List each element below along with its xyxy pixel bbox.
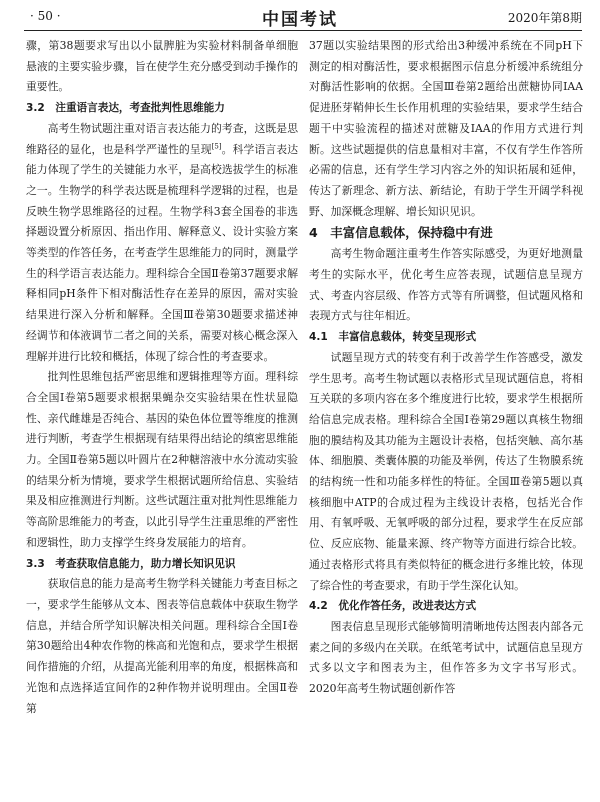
section-heading-4-1: 4.1 丰富信息载体，转变呈现形式 [309,331,477,344]
section-heading-3-3: 3.3 考查获取信息能力，助力增长知识见识 [26,557,236,570]
paragraph: 图表信息呈现形式能够简明清晰地传达图表内部各元素之间的多级内在关联。在纸笔考试中，试题信息呈现方式多以文字和图表为主，但作答多为文字书写形式。2020年高考生物试题创新作答 [309,619,583,696]
issue-label: 2020年第8期 [507,11,582,25]
paragraph: 高考生物试题注重对语言表达能力的考查，这既是思维路径的显化，也是科学严谨性的呈现[5]。科学语言表达能力体现了学生的关键能力水平，是高校选拔学生的标准之一。生物学的科学表达既是梳理科学逻辑的过程，也是反映生物学思维路径的过程。生物学科3套全国卷的非选择题设置分析原因、指出作用、解释意义、设计实验方案等类型的作答任务，在考查学生思维能力的同时，测量学生的科学语言表达能力。理科综合全国Ⅱ卷第37题要求解释相同pH条件下相对酶活性存在差异的原因，需对实验结果进行深入分析和解释。全国Ⅲ卷第30题要求描述神经调节和体液调节二者之间的关系，需要对核心概念深入理解并进行比较和概括，体现了综合性的考查要求。 [26,121,298,363]
header-rule [24,30,582,31]
paragraph: 批判性思维包括严密思维和逻辑推理等方面。理科综合全国Ⅰ卷第5题要求根据果蝇杂交实验结果在性状显隐性、亲代雌雄是否纯合、基因的染色体位置等维度的推测进行判断，考查学生根据现有结果得出结论的缜密思维能力。全国Ⅱ卷第5题以叶圆片在2种糖溶液中水分流动实验的结果分析为情境，要求学生根据试题所给信息、实验结果及相应推测进行判断。这些试题注重对批判性思维能力等高阶思维能力的考查，以此引导学生注重思维的严密性和逻辑性，助力支撑学生终身发展能力的培育。 [26,370,298,549]
paragraph: 高考生物命题注重考生作答实际感受，为更好地测量考生的实际水平，优化考生应答表现，试题信息呈现方式、考查内容层级、作答方式等有所调整，但试题风格和表现方式与往年相近。 [309,247,583,323]
section-heading-4: 4 丰富信息载体，保持稳中有进 [309,225,493,241]
citation-ref: [5] [211,141,222,150]
page-header [0,0,600,30]
page-number: · 50 · [30,9,61,23]
paragraph: 37题以实验结果图的形式给出3种缓冲系统在不同pH下测定的相对酶活性，要求根据图示信息分析缓冲系统组分对酶活性影响的依据。全国Ⅲ卷第2题给出蔗糖协同IAA促进胚芽鞘伸长生长作用机理的实验结果，要求学生结合题干中实验流程的描述对蔗糖及IAA的作用方式进行判断。这些试题提供的信息量相对丰富，不仅有学生作答所必需的信息，还有学生学习内容之外的知识拓展和延伸，传达了新理念、新方法、新结论，有助于学生开阔学科视野、加深概念理解、增长知识见识。 [309,39,583,218]
paragraph: 试题呈现方式的转变有利于改善学生作答感受，激发学生思考。高考生物试题以表格形式呈现试题信息，将相互关联的多项内容在多个维度进行比较，要求学生根据所给信息完成表格。理科综合全国Ⅰ卷第29题以真核生物细胞的膜结构及其功能为主题设计表格，包括突触、高尔基体、细胞膜、类囊体膜的功能及举例，传达了生物膜系统的结构统一性和功能多样性的特征。全国Ⅲ卷第5题以真核细胞中ATP的合成过程为主线设计表格，包括光合作用、有氧呼吸、无氧呼吸的部分过程，要求学生在反应部位、反应底物、能量来源、终产物等方面进行综合比较。通过表格形式将具有类似特征的概念进行多维比较，体现了综合性的考查要求，有助于学生深化认知。 [309,350,583,592]
left-column [26,36,298,800]
paragraph: 获取信息的能力是高考生物学科关键能力考查目标之一，要求学生能够从文本、图表等信息载体中获取生物学信息，并结合所学知识解决相关问题。理科综合全国Ⅰ卷第30题给出4种农作物的株高和光饱和点，要求学生根据间作措施的介绍，从提高光能利用率的角度，根据株高和光饱和点选择适宜间作的2种作物并说明理由。全国Ⅱ卷第 [26,577,298,715]
right-column [309,36,583,800]
paragraph: 骤，第38题要求写出以小鼠脾脏为实验材料制备单细胞悬液的主要实验步骤，旨在使学生充分感受到动手操作的重要性。 [26,39,298,94]
section-heading-4-2: 4.2 优化作答任务，改进表达方式 [309,600,477,613]
magazine-title: 中国考试 [262,10,338,30]
section-heading-3-2: 3.2 注重语言表达，考查批判性思维能力 [26,102,225,115]
